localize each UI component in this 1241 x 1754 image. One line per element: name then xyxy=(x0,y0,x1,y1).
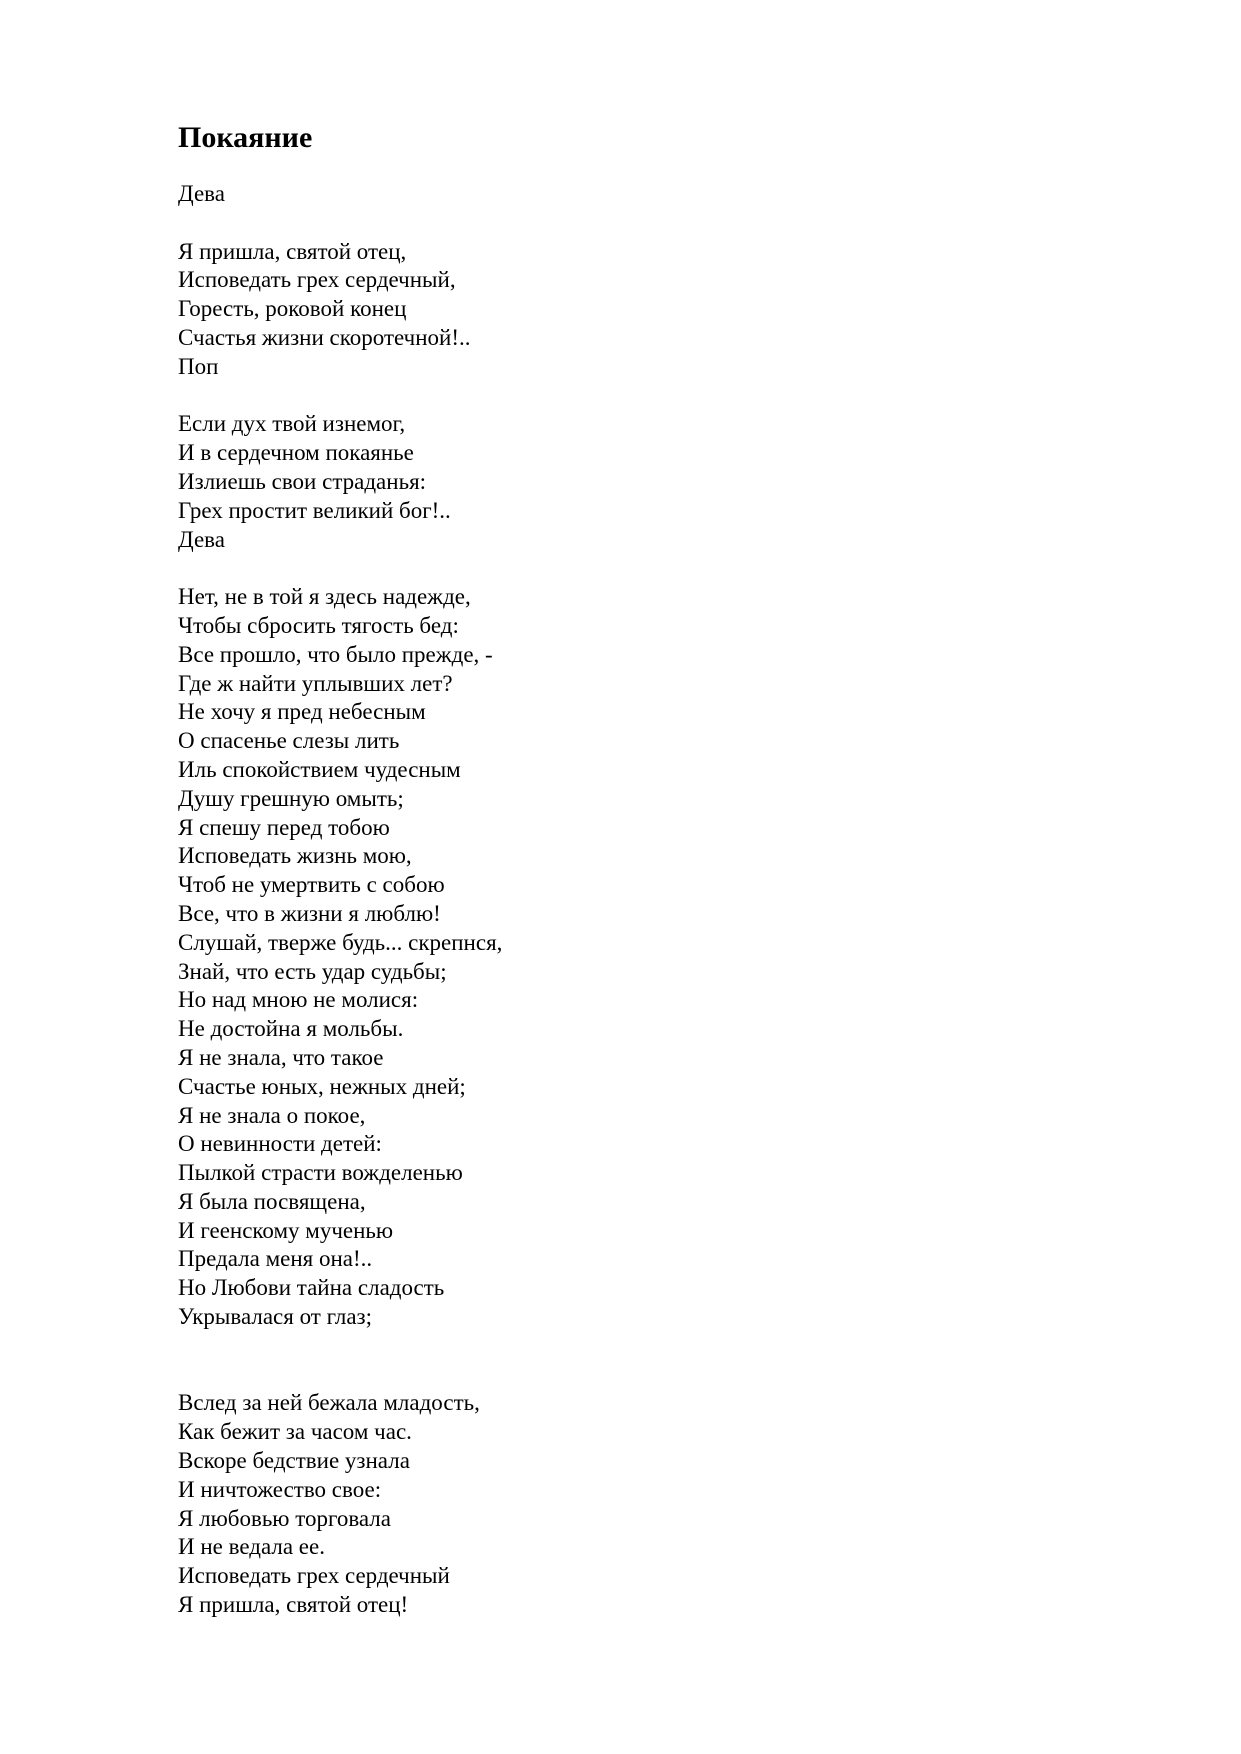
speaker-label: Дева xyxy=(178,181,225,206)
verse-line: Я не знала о покое, xyxy=(178,1102,366,1128)
verse-line: Я спешу перед тобою xyxy=(178,814,390,840)
verse-line: Я была посвящена, xyxy=(178,1188,366,1214)
verse-line: Все, что в жизни я люблю! xyxy=(178,900,441,926)
verse-line: Душу грешную омыть; xyxy=(178,785,404,811)
verse-line: Укрывалася от глаз; xyxy=(178,1304,373,1330)
stanza-3 xyxy=(178,583,1178,1332)
verse-line: Предала меня она!.. xyxy=(178,1246,373,1272)
verse-line: Пылкой страсти вожделенью xyxy=(178,1160,463,1186)
verse-line: Счастья жизни скоротечной!.. xyxy=(178,324,471,350)
verse-line: Но над мною не молися: xyxy=(178,987,419,1013)
verse-line: Я любовью торговала xyxy=(178,1505,391,1531)
verse-line: Чтобы сбросить тягость бед: xyxy=(178,612,459,638)
stanza-4 xyxy=(178,1389,1178,1619)
verse-line: И ничтожество свое: xyxy=(178,1476,382,1502)
speaker-label: Поп xyxy=(178,353,219,379)
verse-line: Я не знала, что такое xyxy=(178,1044,384,1070)
verse-line: Все прошло, что было прежде, - xyxy=(178,641,493,667)
stanza-gap xyxy=(178,209,1178,238)
verse-line: Слушай, тверже будь... скрепнся, xyxy=(178,929,503,955)
verse-line: Горесть, роковой конец xyxy=(178,296,407,322)
verse-line: Иль спокойствием чудесным xyxy=(178,756,461,782)
verse-line: Нет, не в той я здесь надежде, xyxy=(178,584,471,610)
stanza-gap xyxy=(178,382,1178,411)
verse-line: И геенскому мученью xyxy=(178,1217,394,1243)
verse-line: Не достойна я мольбы. xyxy=(178,1016,404,1042)
verse-line: Я пришла, святой отец, xyxy=(178,238,407,264)
verse-line: Не хочу я пред небесным xyxy=(178,699,426,725)
verse-line: Исповедать грех сердечный xyxy=(178,1563,450,1589)
verse-line: Счастье юных, нежных дней; xyxy=(178,1073,466,1099)
verse-line: Если дух твой изнемог, xyxy=(178,411,406,437)
verse-line: И не ведала ее. xyxy=(178,1534,325,1560)
poem-title: Покаяние xyxy=(178,121,313,154)
speaker-label: Дева xyxy=(178,526,225,552)
verse-line: Исповедать жизнь мою, xyxy=(178,843,412,869)
verse-line: Я пришла, святой отец! xyxy=(178,1592,409,1618)
verse-line: Но Любови тайна сладость xyxy=(178,1275,445,1301)
verse-line: О невинности детей: xyxy=(178,1131,382,1157)
stanza-2 xyxy=(178,410,1178,525)
verse-line: О спасенье слезы лить xyxy=(178,728,400,754)
stanza-1 xyxy=(178,238,1178,353)
poem xyxy=(178,118,1178,1620)
verse-line: Грех простит великий бог!.. xyxy=(178,497,451,523)
verse-line: Вскоре бедствие узнала xyxy=(178,1448,410,1474)
verse-line: Как бежит за часом час. xyxy=(178,1419,412,1445)
verse-line: Знай, что есть удар судьбы; xyxy=(178,958,447,984)
verse-line: Излиешь свои страданья: xyxy=(178,468,427,494)
verse-line: Вслед за ней бежала младость, xyxy=(178,1390,480,1416)
verse-line: И в сердечном покаянье xyxy=(178,440,414,466)
verse-line: Исповедать грех сердечный, xyxy=(178,267,456,293)
verse-line: Где ж найти уплывших лет? xyxy=(178,670,453,696)
stanza-gap xyxy=(178,1332,1178,1390)
stanza-gap xyxy=(178,554,1178,583)
verse-line: Чтоб не умертвить с собою xyxy=(178,872,445,898)
